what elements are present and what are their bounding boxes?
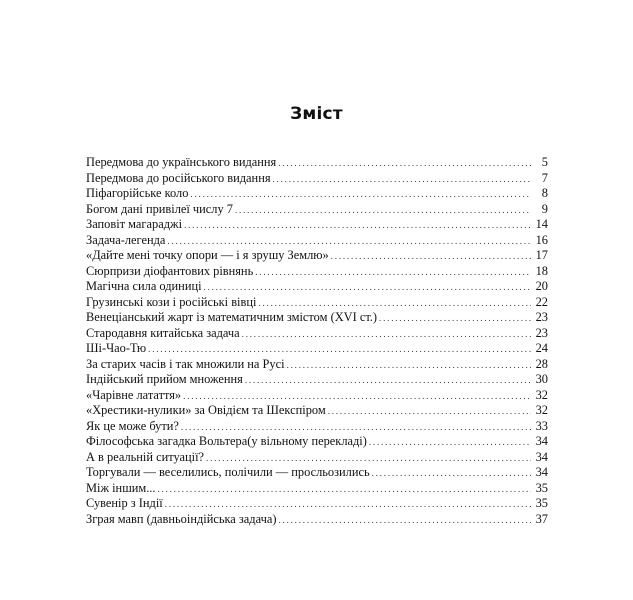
toc-entry-title: Заповіт магараджі [86, 217, 183, 231]
table-of-contents [86, 155, 548, 527]
toc-entry-page: 23 [535, 310, 548, 324]
toc-entry-page: 23 [535, 325, 548, 340]
toc-entry-page: 34 [535, 449, 548, 464]
toc-entry [86, 481, 548, 497]
toc-entry-page: 35 [535, 480, 548, 495]
toc-entry-title: Богом дані привілеї числу 7 [86, 201, 233, 216]
page-title: Зміст [290, 104, 343, 124]
toc-dot-leader [148, 344, 531, 354]
toc-entry-page: 32 [535, 403, 548, 417]
toc-entry-title: «Дайте мені точку опори — і я зрушу Землю» [86, 248, 329, 262]
toc-entry-page: 7 [541, 170, 548, 185]
toc-entry-page: 34 [535, 465, 548, 479]
toc-entry [86, 372, 548, 388]
toc-entry-title: Задача-легенда [86, 232, 166, 247]
toc-entry [86, 357, 548, 373]
toc-entry-page: 8 [541, 186, 548, 200]
toc-dot-leader [183, 391, 531, 401]
toc-entry-page: 16 [535, 232, 548, 247]
toc-entry-page: 18 [535, 263, 548, 278]
toc-entry-title: Ші-Чао-Тю [86, 341, 147, 355]
toc-entry-title: Піфагорійське коло [86, 186, 189, 200]
toc-entry-page: 35 [535, 496, 548, 510]
toc-entry [86, 419, 548, 435]
toc-dot-leader [204, 282, 531, 292]
toc-dot-leader [181, 422, 531, 432]
toc-entry-page: 28 [535, 356, 548, 371]
toc-entry-page: 30 [535, 372, 548, 386]
toc-entry-title: Венеціанський жарт із математичним змістом (XVI ст.) [86, 310, 378, 324]
toc-entry-title: Магічна сила одиниці [86, 279, 202, 293]
toc-entry-title: Передмова до російського видання [86, 170, 271, 185]
toc-dot-leader [328, 406, 531, 416]
toc-entry [86, 434, 548, 450]
toc-dot-leader [165, 499, 531, 509]
toc-entry-title: За старих часів і так множили на Русі [86, 356, 285, 371]
toc-dot-leader [206, 453, 531, 463]
toc-dot-leader [184, 220, 531, 230]
toc-entry [86, 248, 548, 264]
toc-dot-leader [331, 251, 531, 261]
toc-entry-page: 32 [535, 387, 548, 402]
toc-entry-title: Сувенір з Індії [86, 496, 163, 510]
toc-entry [86, 233, 548, 249]
toc-entry [86, 171, 548, 187]
toc-dot-leader [278, 158, 531, 168]
toc-entry-page: 33 [535, 418, 548, 433]
toc-entry-page: 17 [535, 248, 548, 262]
toc-entry [86, 217, 548, 233]
toc-dot-leader [190, 189, 531, 199]
toc-entry-title: Індійський прийом множення [86, 372, 243, 386]
toc-dot-leader [245, 375, 531, 385]
toc-dot-leader [379, 313, 531, 323]
toc-entry [86, 341, 548, 357]
toc-dot-leader [369, 437, 531, 447]
toc-entry [86, 202, 548, 218]
toc-entry-title: Торгували — веселились, полічили — просльозились [86, 465, 370, 479]
toc-entry [86, 155, 548, 171]
toc-entry-page: 14 [535, 217, 548, 231]
toc-entry [86, 295, 548, 311]
toc-entry [86, 512, 548, 528]
toc-dot-leader [235, 205, 531, 215]
toc-dot-leader [158, 484, 532, 494]
toc-entry-page: 24 [535, 341, 548, 355]
toc-dot-leader [287, 360, 531, 370]
toc-entry [86, 326, 548, 342]
toc-entry [86, 450, 548, 466]
toc-entry-title: Передмова до українського видання [86, 155, 277, 169]
toc-entry [86, 388, 548, 404]
toc-entry-title: Грузинські кози і російські вівці [86, 294, 257, 309]
toc-entry-page: 37 [535, 511, 548, 526]
toc-entry-title: Філософська загадка Вольтера(у вільному перекладі) [86, 434, 367, 448]
toc-entry-title: «Хрестики-нулики» за Овідієм та Шекспіром [86, 403, 326, 417]
toc-dot-leader [242, 329, 531, 339]
toc-dot-leader [255, 267, 531, 277]
toc-entry-page: 34 [535, 434, 548, 448]
toc-entry-page: 5 [541, 155, 548, 169]
toc-entry-title: А в реальній ситуації? [86, 449, 205, 464]
toc-entry-page: 20 [535, 279, 548, 293]
toc-dot-leader [167, 236, 531, 246]
toc-dot-leader [273, 174, 531, 184]
toc-entry [86, 403, 548, 419]
toc-entry [86, 186, 548, 202]
toc-dot-leader [278, 515, 531, 525]
toc-entry-title: Зграя мавп (давньоіндійська задача) [86, 511, 277, 526]
toc-entry [86, 465, 548, 481]
toc-entry-title: Як це може бути? [86, 418, 179, 433]
toc-dot-leader [372, 468, 531, 478]
toc-dot-leader [258, 298, 531, 308]
toc-entry [86, 496, 548, 512]
toc-entry-title: Сюрпризи діофантових рівнянь [86, 263, 254, 278]
toc-entry [86, 310, 548, 326]
toc-entry-title: Стародавня китайська задача [86, 325, 240, 340]
toc-entry-page: 9 [541, 201, 548, 216]
toc-entry [86, 264, 548, 280]
toc-entry-title: «Чарівне латаття» [86, 387, 182, 402]
toc-entry-page: 22 [535, 294, 548, 309]
toc-entry-title: Між іншим... [86, 480, 156, 495]
toc-entry [86, 279, 548, 295]
